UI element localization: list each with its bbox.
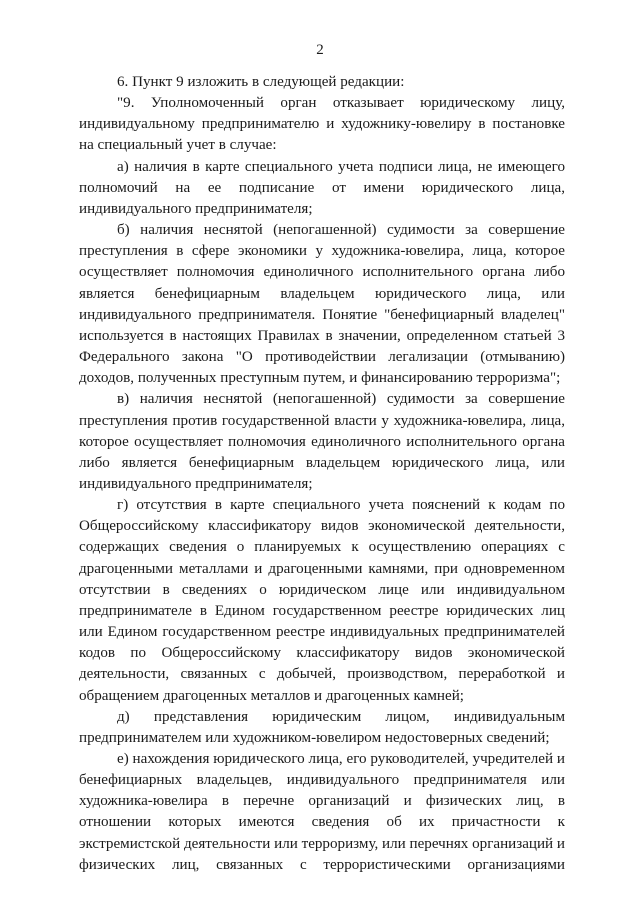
paragraph-subitem-b: б) наличия неснятой (непогашенной) судимости за совершение преступления в сфере экономики у художника-ювелира, лица, которое осуществляет полномочия единоличного исполнительного органа либо является бенефициарным владельцем юридического лица, или индивидуального предпринимателя. Понятие "бенефициарный владелец" используется в настоящих Правилах в значении, определенном статьей 3 Федерального закона "О противодействии легализации (отмыванию) доходов, полученных преступным путем, и финансированию терроризма"; xyxy=(79,222,565,387)
paragraph-subitem-a: а) наличия в карте специального учета подписи лица, не имеющего полномочий на ее подписание от имени юридического лица, индивидуального предпринимателя; xyxy=(79,158,565,217)
paragraph-subitem-v: в) наличия неснятой (непогашенной) судимости за совершение преступления против государственной власти у художника-ювелира, лица, которое осуществляет полномочия единоличного исполнительного органа либо является бенефициарным владельцем юридического лица, или индивидуального предпринимателя; xyxy=(79,391,565,492)
paragraph-subitem-g: г) отсутствия в карте специального учета пояснений к кодам по Общероссийскому классификатору видов экономической деятельности, содержащих сведения о планируемых к осуществлению операциях с драгоценными металлами и драгоценными камнями, при одновременном отсутствии в сведениях о юридическом лице или индивидуальном предпринимателе в Едином государственном реестре юридических лиц или Едином государственном реестре индивидуальных предпринимателей кодов по Общероссийскому классификатору видов экономической деятельности, связанных с добычей, производством, переработкой и обращением драгоценных металлов и драгоценных камней; xyxy=(79,497,565,704)
paragraph-amendment-intro: 6. Пункт 9 изложить в следующей редакции: xyxy=(117,74,405,90)
document-body xyxy=(79,72,565,876)
page-number: 2 xyxy=(316,42,324,58)
paragraph-item-9: "9. Уполномоченный орган отказывает юридическому лицу, индивидуальному предпринимателю и художнику-ювелиру в постановке на специальный учет в случае: xyxy=(79,95,565,154)
paragraph-subitem-d: д) представления юридическим лицом, индивидуальным предпринимателем или художником-ювелиром недостоверных сведений; xyxy=(79,708,565,746)
paragraph-subitem-e: е) нахождения юридического лица, его руководителей, учредителей и бенефициарных владельцев, индивидуального предпринимателя или художника-ювелира в перечне организаций и физических лиц, в отношении которых имеются сведения об их причастности к экстремистской деятельности или терроризму, или перечнях организаций и физических лиц, связанных с террористическими организациями xyxy=(79,751,565,873)
